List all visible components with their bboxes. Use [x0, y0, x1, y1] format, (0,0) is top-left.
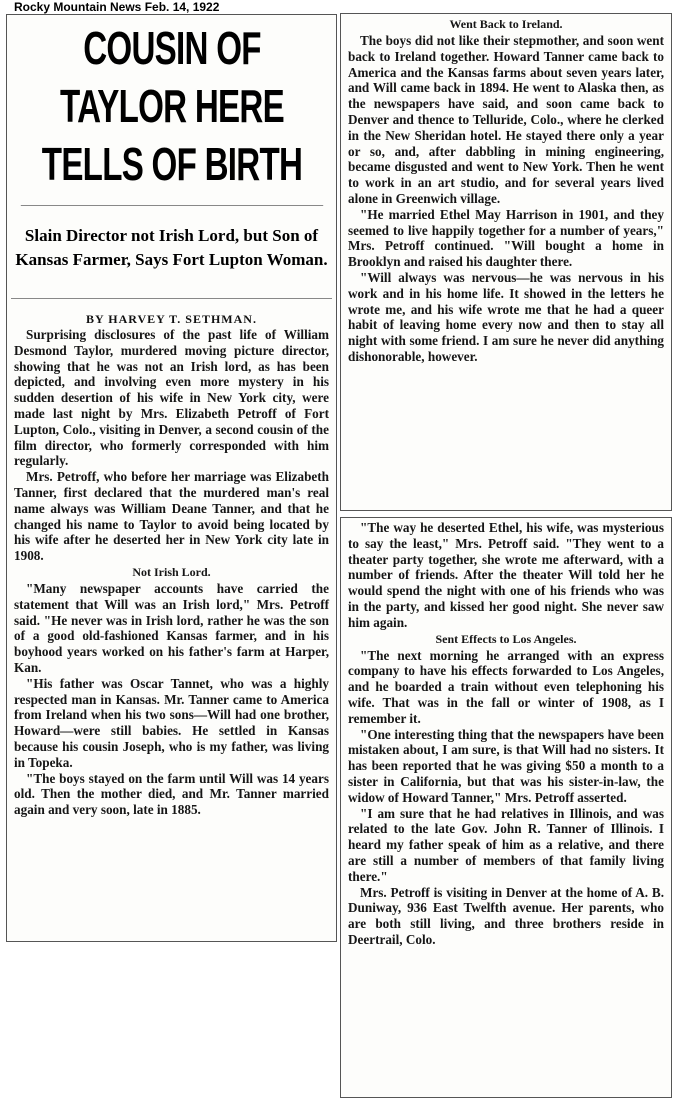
article-clipping-right-bottom [340, 517, 672, 1098]
paragraph: The boys did not like their stepmother, and soon went back to Ireland together. Howard Tanner came back to America and the Kansas farms about seven years later, and Will came back in 1894. He went to Alaska then, as the newspapers have said, and soon came back to Denver and thence to Telluride, Colo., where he clerked in the New Sheridan hotel. He stayed there only a year or so, and, after dabbling in mining engineering, became disgusted and went to New York. Then he went to work in an art studio, and for several years lived alone in Greenwich village. [348, 33, 664, 206]
paragraph: Mrs. Petroff, who before her marriage was Elizabeth Tanner, first declared that the murdered man's real name always was William Deane Tanner, and that he changed his name to Taylor to avoid being located by his wife after he deserted her in New York city late in 1908. [14, 469, 329, 564]
source-line: Rocky Mountain News Feb. 14, 1922 [14, 0, 220, 14]
paragraph: "Will always was nervous—he was nervous in his work and in his home life. It showed in the letters he wrote me, and his wife wrote me that he had a queer habit of leaving home every now and then to stay all night with some friend. I am sure he never did anything dishonorable, however. [348, 269, 664, 364]
headline: COUSIN OF TAYLOR HERE TELLS OF BIRTH [21, 19, 323, 206]
paragraph: Mrs. Petroff is visiting in Denver at the home of A. B. Duniway, 936 East Twelfth avenue. Her parents, who are both still living, and three brothers reside in Deertrail, Colo. [348, 884, 664, 947]
paragraph: "The next morning he arranged with an express company to have his effects forwarded to Los Angeles, and he boarded a train without even telephoning his wife. That was in the fall or winter of 1908, as I remember it. [348, 647, 664, 726]
byline: BY HARVEY T. SETHMAN. [86, 312, 257, 326]
paragraph: "Many newspaper accounts have carried the statement that Will was an Irish lord," Mrs. Petroff said. "He never was in Irish lord, rather he was the son of a good old-fashioned Kansas farmer, and in his boyhood years worked on his father's farm at Harper, Kan. [14, 580, 329, 675]
paragraph: "One interesting thing that the newspapers have been mistaken about, I am sure, is that Will had no sisters. It has been reported that he was giving $50 a month to a sister in California, but that was his sister-in-law, the widow of Howard Tanner," Mrs. Petroff asserted. [348, 726, 664, 805]
article-body-col2a [341, 14, 671, 365]
article-body-col2b [341, 518, 671, 948]
paragraph: "I am sure that he had relatives in Illinois, and was related to the late Gov. John R. Tanner of Illinois. I heard my father speak of him as a relative, and there are still a number of members of that family living there." [348, 805, 664, 884]
deck-subheadline: Slain Director not Irish Lord, but Son of Kansas Farmer, Says Fort Lupton Woman. [11, 206, 332, 299]
paragraph: "The way he deserted Ethel, his wife, was mysterious to say the least," Mrs. Petroff said. "They went to a theater party together, she wrote me afterward, with a number of friends. After the theater Will told her he would spend the night with one of his friends who was in the party, and kissed her good night. She never saw him again. [348, 520, 664, 630]
article-clipping-right-top [340, 13, 672, 511]
paragraph: Surprising disclosures of the past life of William Desmond Taylor, murdered moving picture director, showing that he was not an Irish lord, as has been depicted, and involving even more mystery in his sudden desertion of his wife in New York city, were made last night by Mrs. Elizabeth Petroff of Fort Lupton, Colo., visiting in Denver, a second cousin of the film director, who formerly corresponded with him regularly. [14, 327, 329, 469]
section-subhead: Went Back to Ireland. [449, 17, 563, 31]
paragraph: "He married Ethel May Harrison in 1901, and they seemed to live happily together for a number of years," Mrs. Petroff continued. "Will bought a home in Brooklyn and raised his daughter there. [348, 206, 664, 270]
section-subhead: Not Irish Lord. [132, 564, 211, 579]
paragraph: "His father was Oscar Tannet, who was a highly respected man in Kansas. Mr. Tanner came to America from Ireland when his two sons—Will had one brother, Howard—were still babies. He settled in Kansas because his cousin Joseph, who is my father, was living in Topeka. [14, 675, 329, 770]
article-body-col1 [7, 327, 336, 818]
paragraph: "The boys stayed on the farm until Will was 14 years old. Then the mother died, and Mr. Tanner married again and very soon, late in 1885. [14, 770, 329, 818]
article-clipping-left [6, 14, 337, 942]
section-subhead: Sent Effects to Los Angeles. [435, 631, 577, 646]
